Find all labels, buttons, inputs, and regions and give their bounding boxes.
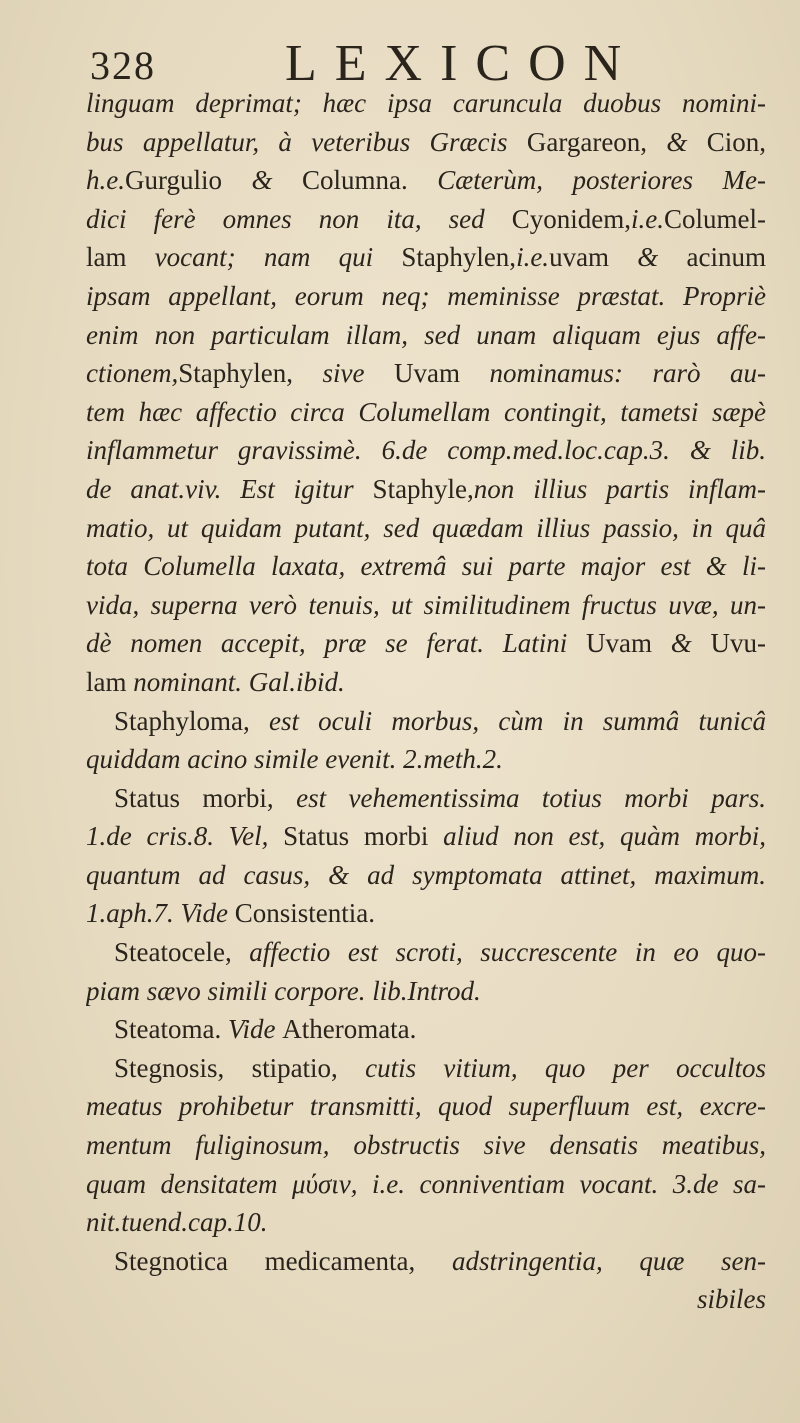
text-segment: quam densitatem μύσιν, i.e. conniventiam vocant. 3.de sa- — [86, 1168, 766, 1199]
text-segment: aliud non est, quàm morbi, — [443, 821, 766, 852]
text-segment: i.e. — [516, 242, 550, 273]
text-segment: sibiles — [696, 1284, 766, 1315]
text-segment: Staphyle, — [372, 473, 474, 504]
text-segment: piam sævo simili corpore. lib.Introd. — [86, 975, 481, 1006]
text-segment: tem hæc affectio circa Columellam contingit, tametsi sæpè — [86, 396, 766, 427]
text-line — [86, 586, 766, 625]
text-segment: Uvam — [586, 628, 671, 659]
text-segment: h.e. — [86, 165, 125, 196]
text-line — [86, 1049, 766, 1088]
text-segment: Steatoma. — [114, 1014, 228, 1045]
text-line — [86, 1010, 766, 1049]
text-segment: lam — [86, 666, 134, 697]
text-line — [86, 1165, 766, 1204]
text-segment: Staphylen, — [178, 358, 323, 389]
text-line — [86, 894, 766, 933]
text-segment: affectio est scroti, succrescente in eo quo- — [249, 937, 766, 968]
text-segment: Gurgulio — [124, 165, 252, 196]
text-line — [86, 1203, 766, 1242]
text-line — [86, 354, 766, 393]
text-segment: Status morbi, — [114, 782, 297, 813]
text-segment: Columna. — [302, 165, 438, 196]
text-segment: nit.tuend.cap.10. — [86, 1207, 268, 1238]
text-segment: meatus prohibetur transmitti, quod superfluum est, excre- — [86, 1091, 766, 1122]
text-line — [86, 431, 766, 470]
text-segment: non illius partis inflam- — [473, 473, 766, 504]
text-segment: enim non particulam illam, sed unam aliquam ejus affe- — [86, 319, 766, 350]
text-line — [86, 663, 766, 702]
text-line — [86, 1126, 766, 1165]
text-line — [86, 509, 766, 548]
text-segment: vida, superna verò tenuis, ut similitudinem fructus uvæ, un- — [86, 589, 766, 620]
text-segment: lam — [86, 242, 155, 273]
text-line — [86, 1242, 766, 1281]
text-segment: 1.aph.7. Vide — [86, 898, 235, 929]
text-segment: uvam — [549, 242, 638, 273]
text-segment: 1.de cris.8. Vel, — [86, 821, 284, 852]
text-segment: & — [251, 165, 303, 196]
text-line — [86, 200, 766, 239]
text-segment: Stegnosis, stipatio, — [114, 1052, 366, 1083]
text-segment: & — [670, 628, 711, 659]
text-segment: est vehementissima totius morbi pars. — [296, 782, 766, 813]
text-line — [86, 624, 766, 663]
text-segment: Cion, — [706, 126, 766, 157]
text-segment: Steatocele, — [114, 937, 250, 968]
text-segment: Gargareon, — [526, 126, 667, 157]
text-segment: sive — [322, 358, 394, 389]
text-line — [86, 933, 766, 972]
page-number: 328 — [90, 43, 156, 88]
text-line — [86, 740, 766, 779]
running-title: LEXICON — [285, 35, 640, 92]
text-line — [86, 817, 766, 856]
text-line — [86, 393, 766, 432]
text-segment: quantum ad casus, & ad symptomata attinet, maximum. — [86, 859, 766, 890]
text-segment: i.e. — [631, 203, 664, 234]
text-segment: mentum fuliginosum, obstructis sive densatis meatibus, — [86, 1130, 766, 1161]
text-segment: Columel- — [664, 203, 766, 234]
text-segment: & — [637, 242, 687, 273]
text-segment: ctionem, — [86, 358, 179, 389]
text-segment: Stegnotica medicamenta, — [114, 1245, 452, 1276]
text-segment: inflammetur gravissimè. 6.de comp.med.loc.cap.3. & lib. — [86, 435, 766, 466]
text-line — [86, 238, 766, 277]
text-line — [86, 547, 766, 586]
text-line — [86, 702, 766, 741]
text-segment: nominant. Gal.ibid. — [133, 666, 345, 697]
text-segment: matio, ut quidam putant, sed quædam illius passio, in quâ — [86, 512, 766, 543]
text-line — [86, 123, 766, 162]
text-segment: cutis vitium, quo per occultos — [365, 1052, 766, 1083]
text-segment: adstringentia, quæ sen- — [451, 1245, 766, 1276]
text-segment: Cæterùm, posteriores Me- — [437, 165, 766, 196]
text-segment: Vide — [227, 1014, 283, 1045]
text-segment: est oculi morbus, cùm in summâ tunicâ — [268, 705, 766, 736]
text-segment: bus appellatur, à veteribus Græcis — [86, 126, 527, 157]
text-segment: Uvu- — [710, 628, 766, 659]
text-segment: Status morbi — [283, 821, 444, 852]
text-segment: Atheromata. — [282, 1014, 417, 1045]
body-text — [86, 84, 766, 1319]
text-segment: vocant; nam qui — [154, 242, 402, 273]
text-segment: Staphyloma, — [114, 705, 269, 736]
text-segment: dè nomen accepit, præ se ferat. Latini — [86, 628, 587, 659]
text-segment: Cyonidem, — [511, 203, 631, 234]
text-segment: de anat.viv. Est igitur — [86, 473, 373, 504]
text-segment: Consistentia. — [234, 898, 375, 929]
text-segment: tota Columella laxata, extremâ sui parte major est & li- — [86, 551, 766, 582]
text-line — [86, 1280, 766, 1319]
text-segment: quiddam acino simile evenit. 2.meth.2. — [86, 744, 503, 775]
text-segment: Uvam — [393, 358, 490, 389]
text-segment: linguam deprimat; hæc ipsa caruncula duobus nomini- — [86, 88, 766, 118]
text-line — [86, 972, 766, 1011]
text-segment: nominamus: rarò au- — [489, 358, 766, 389]
text-line — [86, 316, 766, 355]
text-line — [86, 84, 766, 123]
text-segment: ipsam appellant, eorum neq; meminisse præstat. Propriè — [86, 280, 766, 311]
text-line — [86, 277, 766, 316]
text-segment: dici ferè omnes non ita, sed — [86, 203, 512, 234]
text-line — [86, 161, 766, 200]
text-line — [86, 1087, 766, 1126]
text-line — [86, 779, 766, 818]
text-segment: Staphylen, — [401, 242, 517, 273]
text-line — [86, 856, 766, 895]
text-segment: acinum — [686, 242, 766, 273]
text-line — [86, 470, 766, 509]
text-segment: & — [666, 126, 707, 157]
